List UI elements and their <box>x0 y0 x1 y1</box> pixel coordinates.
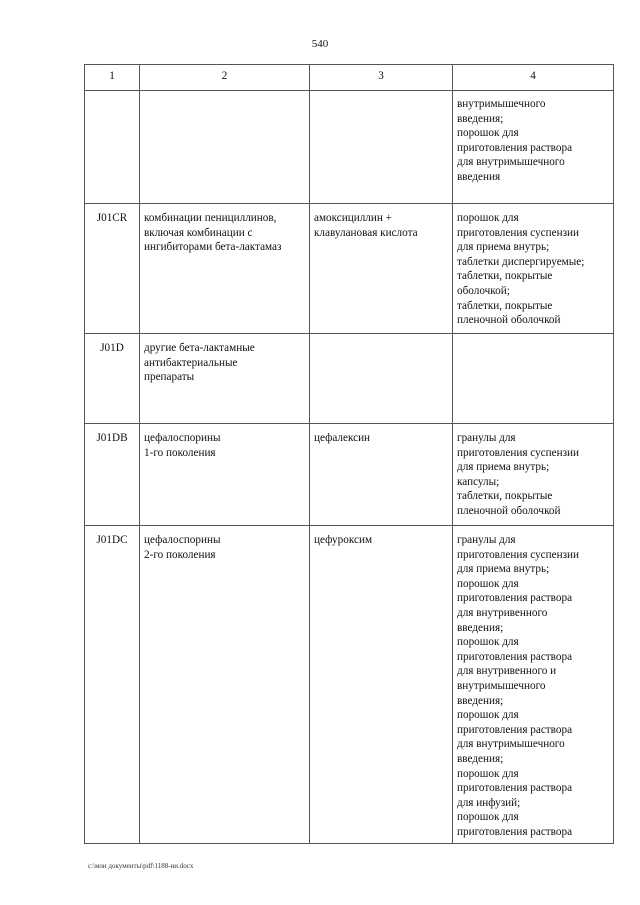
atc-code-cell: J01D <box>85 334 140 424</box>
group-cell: другие бета-лактамные антибактериальные препараты <box>140 334 310 424</box>
column-header-4: 4 <box>453 65 614 91</box>
dosage-forms-cell: порошок для приготовления суспензии для приема внутрь; таблетки диспергируемые; таблетки, покрытые оболочкой; таблетки, покрытые пленочной оболочкой <box>453 204 614 334</box>
substance-cell: цефуроксим <box>310 526 453 844</box>
dosage-forms-cell: гранулы для приготовления суспензии для приема внутрь; капсулы; таблетки, покрытые пленочной оболочкой <box>453 424 614 526</box>
dosage-forms-cell <box>453 334 614 424</box>
atc-code-cell <box>85 91 140 204</box>
table-row <box>85 204 614 334</box>
atc-code-cell: J01CR <box>85 204 140 334</box>
group-cell: цефалоспорины 1-го поколения <box>140 424 310 526</box>
table-row <box>85 91 614 204</box>
substance-cell <box>310 91 453 204</box>
substance-cell: амоксициллин + клавулановая кислота <box>310 204 453 334</box>
group-cell: комбинации пенициллинов, включая комбинации с ингибиторами бета-лактамаз <box>140 204 310 334</box>
substance-cell: цефалексин <box>310 424 453 526</box>
substance-cell <box>310 334 453 424</box>
table-header-row <box>85 65 614 91</box>
table-row <box>85 334 614 424</box>
group-cell: цефалоспорины 2-го поколения <box>140 526 310 844</box>
atc-code-cell: J01DB <box>85 424 140 526</box>
table-row <box>85 424 614 526</box>
dosage-forms-cell: гранулы для приготовления суспензии для приема внутрь; порошок для приготовления раствора для внутривенного введения; порошок для приготовления раствора для внутривенного и внутримышечного введения; порошок для приготовления раствора для внутримышечного введения; порошок для приготовления раствора для инфузий; порошок для приготовления раствора <box>453 526 614 844</box>
column-header-1: 1 <box>85 65 140 91</box>
group-cell <box>140 91 310 204</box>
page-number: 540 <box>311 38 329 50</box>
medication-table <box>84 64 614 844</box>
footer-file-path: c:\мои документы\pdf\1188-ии.docx <box>88 862 194 870</box>
atc-code-cell: J01DC <box>85 526 140 844</box>
table-row <box>85 526 614 844</box>
column-header-2: 2 <box>140 65 310 91</box>
column-header-3: 3 <box>310 65 453 91</box>
dosage-forms-cell: внутримышечного введения; порошок для приготовления раствора для внутримышечного введения <box>453 91 614 204</box>
